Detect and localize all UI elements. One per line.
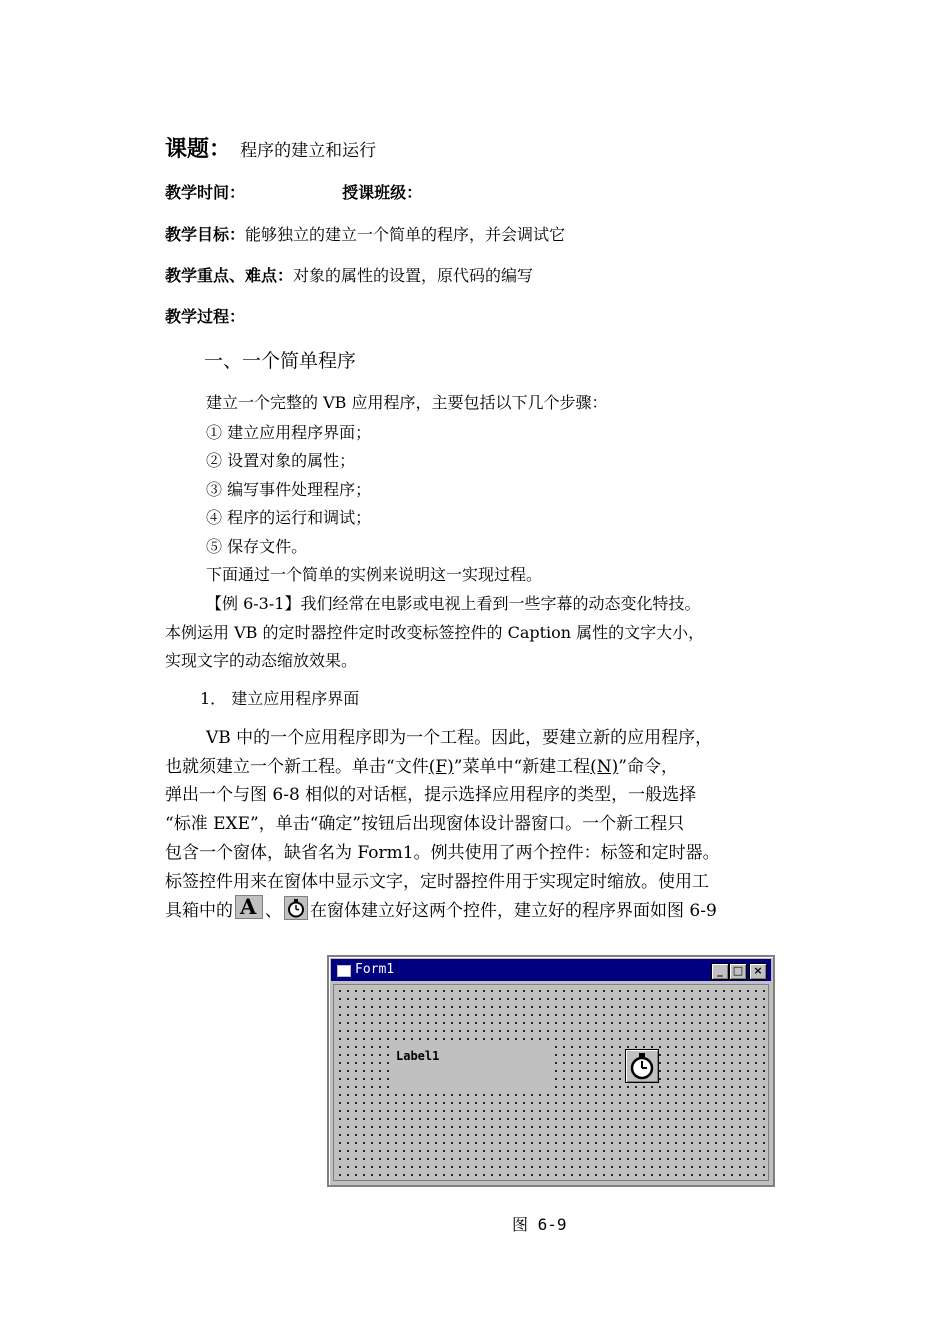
para-line: 标签控件用来在窗体中显示文字，定时器控件用于实现定时缩放。使用工 bbox=[165, 872, 709, 892]
example-line: 本例运用 VB 的定时器控件定时改变标签控件的 Caption 属性的文字大小， bbox=[165, 623, 705, 642]
maximize-button[interactable]: □ bbox=[729, 963, 747, 980]
label-tool-icon: A bbox=[235, 895, 263, 919]
key-value: 对象的属性的设置，原代码的编写 bbox=[293, 266, 534, 285]
section-intro: 建立一个完整的 VB 应用程序，主要包括以下几个步骤： bbox=[206, 393, 608, 412]
para-line bbox=[165, 752, 678, 777]
goal-value: 能够独立的建立一个简单的程序，并会调试它 bbox=[245, 225, 566, 244]
goal-line bbox=[165, 222, 565, 245]
label1-control[interactable] bbox=[391, 1043, 551, 1091]
transition-text: 下面通过一个简单的实例来说明这一实现过程。 bbox=[206, 565, 543, 584]
step-item: ② 设置对象的属性； bbox=[206, 451, 356, 470]
menu-hotkey-new: (N) bbox=[590, 757, 619, 777]
stopwatch-icon bbox=[626, 1050, 658, 1082]
step-item: ⑤ 保存文件。 bbox=[206, 537, 308, 556]
para-line: “标准 EXE”，单击“确定”按钮后出现窗体设计器窗口。一个新工程只 bbox=[165, 814, 685, 834]
para-text: 具箱中的 bbox=[165, 901, 233, 921]
para-text: 在窗体建立好这两个控件，建立好的程序界面如图 6-9 bbox=[310, 901, 717, 921]
vb-form-title: Form1 bbox=[355, 962, 395, 977]
vb-form-titlebar[interactable] bbox=[331, 959, 771, 981]
time-class-line bbox=[165, 180, 422, 203]
timer-tool-icon bbox=[284, 896, 308, 920]
step-item: ④ 程序的运行和调试； bbox=[206, 508, 372, 527]
key-label: 教学重点、难点： bbox=[165, 266, 294, 285]
vb-form-client-area[interactable] bbox=[333, 984, 769, 1181]
class-label: 授课班级： bbox=[342, 183, 423, 202]
goal-label: 教学目标： bbox=[165, 225, 246, 244]
para-text: ”命令， bbox=[618, 757, 678, 777]
para-text: 、 bbox=[265, 901, 282, 921]
subject-value: 程序的建立和运行 bbox=[240, 141, 377, 161]
menu-hotkey-file: (F) bbox=[428, 757, 454, 777]
section-title: 一、一个简单程序 bbox=[204, 350, 357, 372]
subject-label: 课题： bbox=[165, 137, 232, 162]
example-line: 【例 6-3-1】我们经常在电影或电视上看到一些字幕的动态变化特技。 bbox=[206, 594, 701, 613]
para-line: VB 中的一个应用程序即为一个工程。因此，要建立新的应用程序， bbox=[206, 728, 713, 748]
example-line: 实现文字的动态缩放效果。 bbox=[165, 651, 358, 670]
form-icon bbox=[337, 965, 351, 977]
para-line: 弹出一个与图 6-8 相似的对话框，提示选择应用程序的类型，一般选择 bbox=[165, 785, 697, 805]
label1-caption: Label1 bbox=[396, 1049, 440, 1063]
minimize-button[interactable]: _ bbox=[711, 963, 729, 980]
vb-form-window[interactable] bbox=[327, 955, 775, 1187]
step-item: ③ 编写事件处理程序； bbox=[206, 480, 372, 499]
para-line bbox=[165, 895, 717, 921]
close-button[interactable]: × bbox=[749, 963, 767, 980]
timer-control[interactable] bbox=[625, 1049, 659, 1083]
subject-line bbox=[165, 132, 376, 163]
figure-caption: 图 6-9 bbox=[512, 1215, 567, 1234]
para-line: 包含一个窗体，缺省名为 Form1。例共使用了两个控件：标签和定时器。 bbox=[165, 843, 720, 863]
key-line bbox=[165, 263, 533, 286]
subsection-title: 1． 建立应用程序界面 bbox=[200, 689, 360, 708]
para-text: ”菜单中“新建工程 bbox=[453, 757, 591, 777]
step-item: ① 建立应用程序界面； bbox=[206, 423, 372, 442]
time-label: 教学时间： bbox=[165, 183, 246, 202]
para-text: 也就须建立一个新工程。单击“文件 bbox=[165, 757, 429, 777]
process-label: 教学过程： bbox=[165, 307, 246, 326]
process-line bbox=[165, 304, 245, 327]
